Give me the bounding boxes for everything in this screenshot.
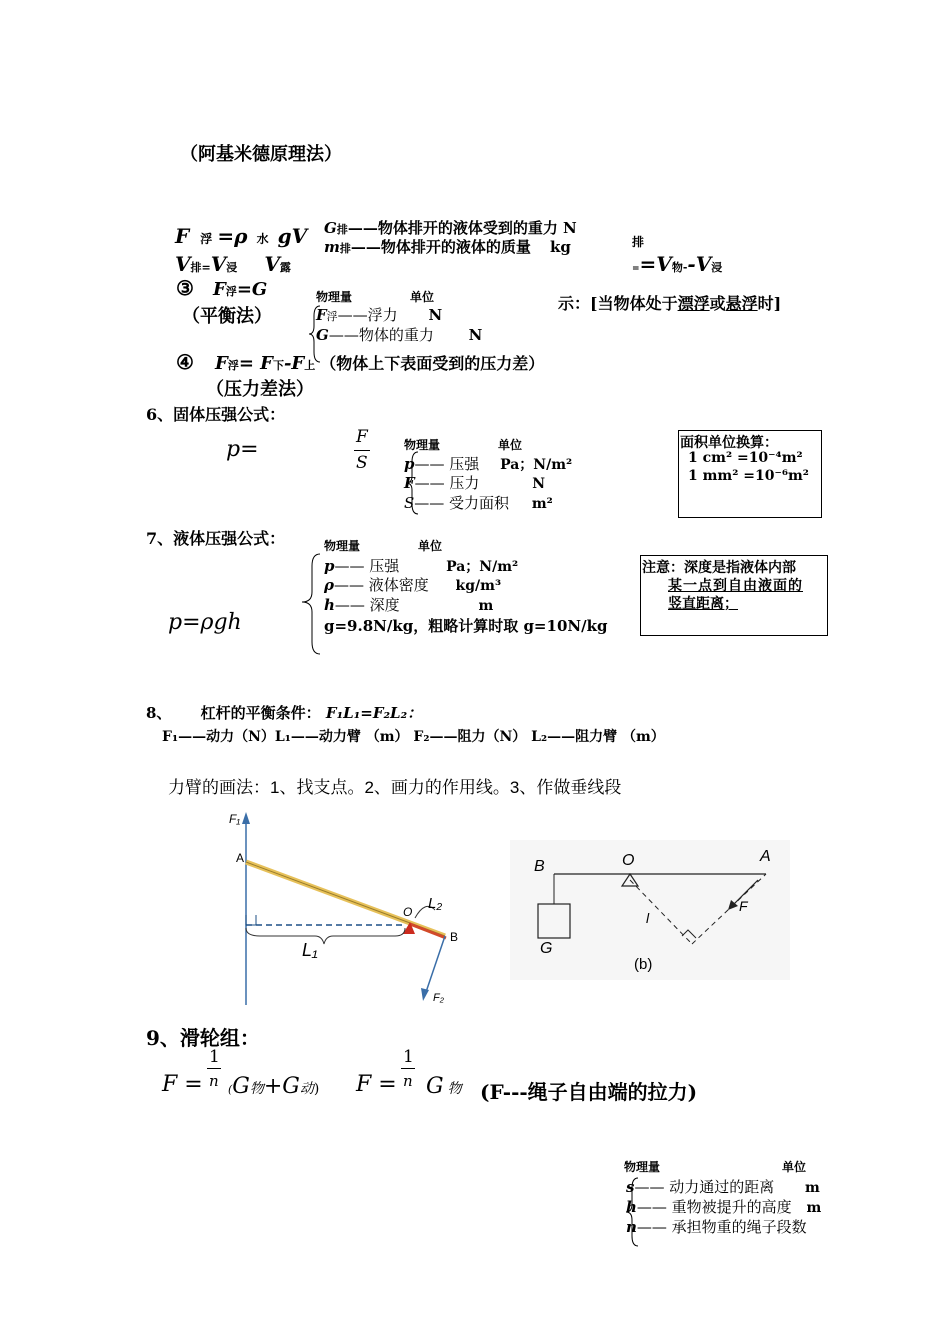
depth-note-line2: 某一点到自由液面的 (668, 578, 803, 594)
balance-col-quantity: 物理量 (316, 290, 353, 304)
pulley-f1-num: 1 (209, 1047, 220, 1067)
fig-b-f-label: F (739, 898, 748, 914)
balance-label: （平衡法） (182, 306, 272, 327)
pulley-col-quantity: 物理量 (624, 1160, 661, 1174)
archimedes-heading: （阿基米德原理法） (180, 144, 342, 165)
pressure-diff-formula: ④ F浮= F下-F上 （物体上下表面受到的压力差） (176, 350, 545, 374)
area-conversion-cm: 1 cm² =10⁻⁴m² (688, 450, 803, 466)
volume-relation: V排=V浸 V露 (175, 252, 291, 276)
balance-row-gravity: G——物体的重力 N (316, 326, 483, 344)
f2-arrow-line (425, 936, 445, 995)
liquid-row-pressure: p—— 压强 Pa；N/m² (324, 557, 519, 575)
fig-b-o-label: O (622, 852, 635, 869)
fig-b-caption: (b) (634, 956, 653, 973)
liquid-row-depth: h—— 深度 m (324, 596, 494, 614)
solid-pressure-heading: 6、固体压强公式： (146, 405, 286, 424)
area-conversion-mm: 1 mm² =10⁻⁶m² (688, 468, 809, 484)
solid-row-area: S—— 受力面积 m² (404, 494, 553, 512)
pulley-note: (F---绳子自由端的拉力) (480, 1080, 698, 1104)
liquid-row-density: ρ—— 液体密度 kg/m³ (324, 576, 502, 594)
archimedes-formula: F 浮 =ρ 水 gV (175, 224, 308, 248)
lever-arm-method: 力臂的画法：1、找支点。2、画力的作用线。3、作做垂线段 (168, 778, 622, 797)
pulley-f1-rhs: (G物+G动) (228, 1074, 320, 1099)
pulley-f2-num: 1 (403, 1047, 414, 1067)
pulley-f2-den: n (403, 1072, 413, 1090)
lever-heading: 8、 杠杆的平衡条件： F₁L₁=F₂L₂： (146, 704, 423, 722)
archimedes-note-G: G排——物体排开的液体受到的重力 N (324, 219, 577, 237)
fig-b-l-label: l (646, 910, 650, 926)
liquid-brace (298, 552, 324, 656)
pulley-row-segments: n—— 承担物重的绳子段数 (626, 1218, 807, 1236)
liquid-g-note: g=9.8N/kg，粗略计算时取 g=10N/kg (324, 617, 608, 635)
lever-legend: F₁——动力（N）L₁——动力臂 （m） F₂——阻力（N） L₂——阻力臂 （m） (162, 729, 665, 745)
liquid-col-unit: 单位 (418, 539, 443, 553)
balance-formula: ③ F浮=G (176, 276, 268, 300)
fig-a-b-label: B (450, 930, 459, 944)
solid-row-force: F—— 压力 N (404, 474, 546, 492)
pulley-f1-bar (207, 1068, 221, 1069)
fig-a-f2-label: F₂ (433, 992, 444, 1004)
area-conversion-title: 面积单位换算： (680, 435, 778, 451)
archimedes-sub-displaced: 排 (632, 235, 645, 249)
fig-b-b-label: B (534, 858, 545, 875)
pulley-f1-lhs: F = (162, 1072, 203, 1097)
pulley-f2-lhs: F = (356, 1072, 397, 1097)
right-angle-mark (246, 915, 256, 925)
balance-col-unit: 单位 (410, 290, 435, 304)
fig-b-g-label: G (540, 940, 553, 957)
solid-col-quantity: 物理量 (404, 438, 441, 452)
archimedes-note-m: m排——物体排开的液体的质量 kg (324, 238, 571, 256)
solid-fraction-bar (354, 450, 370, 451)
liquid-col-quantity: 物理量 (324, 539, 361, 553)
f2-arrowhead (421, 988, 429, 1001)
pulley-heading: 9、滑轮组： (146, 1026, 260, 1050)
fig-a-o-label: O (403, 905, 413, 919)
l1-brace (246, 928, 405, 944)
fig-a-a-label: A (236, 851, 245, 865)
depth-note-line3: 竖直距离； (668, 596, 738, 612)
pulley-f2-rhs: G物 (426, 1074, 462, 1099)
pulley-col-unit: 单位 (782, 1160, 807, 1174)
depth-note-line1: 注意：深度是指液体内部 (642, 560, 796, 576)
pulley-f2-bar (401, 1068, 415, 1069)
lever-bar-short-end (410, 924, 446, 938)
pressure-diff-label: （压力差法） (206, 379, 314, 400)
liquid-pressure-formula: p=ρgh (168, 610, 242, 635)
liquid-pressure-heading: 7、液体压强公式： (146, 529, 286, 548)
solid-pressure-lhs: p= (226, 437, 259, 462)
fig-a-f1-label: F₁ (229, 812, 241, 826)
fig-b-a-label: A (760, 848, 771, 865)
balance-tip: 示：[当物体处于漂浮或悬浮时] (558, 294, 782, 313)
fig-a-l1-label: L₁ (302, 940, 318, 960)
f1-arrowhead (242, 812, 250, 824)
balance-row-float: F浮——浮力 N (316, 306, 443, 324)
solid-col-unit: 单位 (498, 438, 523, 452)
pulley-row-height: h—— 重物被提升的高度 m (626, 1198, 822, 1216)
volume-relation-right: ==V物--V浸 (632, 252, 723, 276)
pulley-f1-den: n (209, 1072, 219, 1090)
fig-a-l2-label: L₂ (428, 895, 443, 912)
solid-fraction-num: F (356, 427, 368, 447)
pulley-row-distance: s—— 动力通过的距离 m (626, 1178, 820, 1196)
solid-fraction-den: S (356, 453, 368, 473)
solid-row-pressure: p—— 压强 Pa；N/m² (404, 455, 573, 473)
